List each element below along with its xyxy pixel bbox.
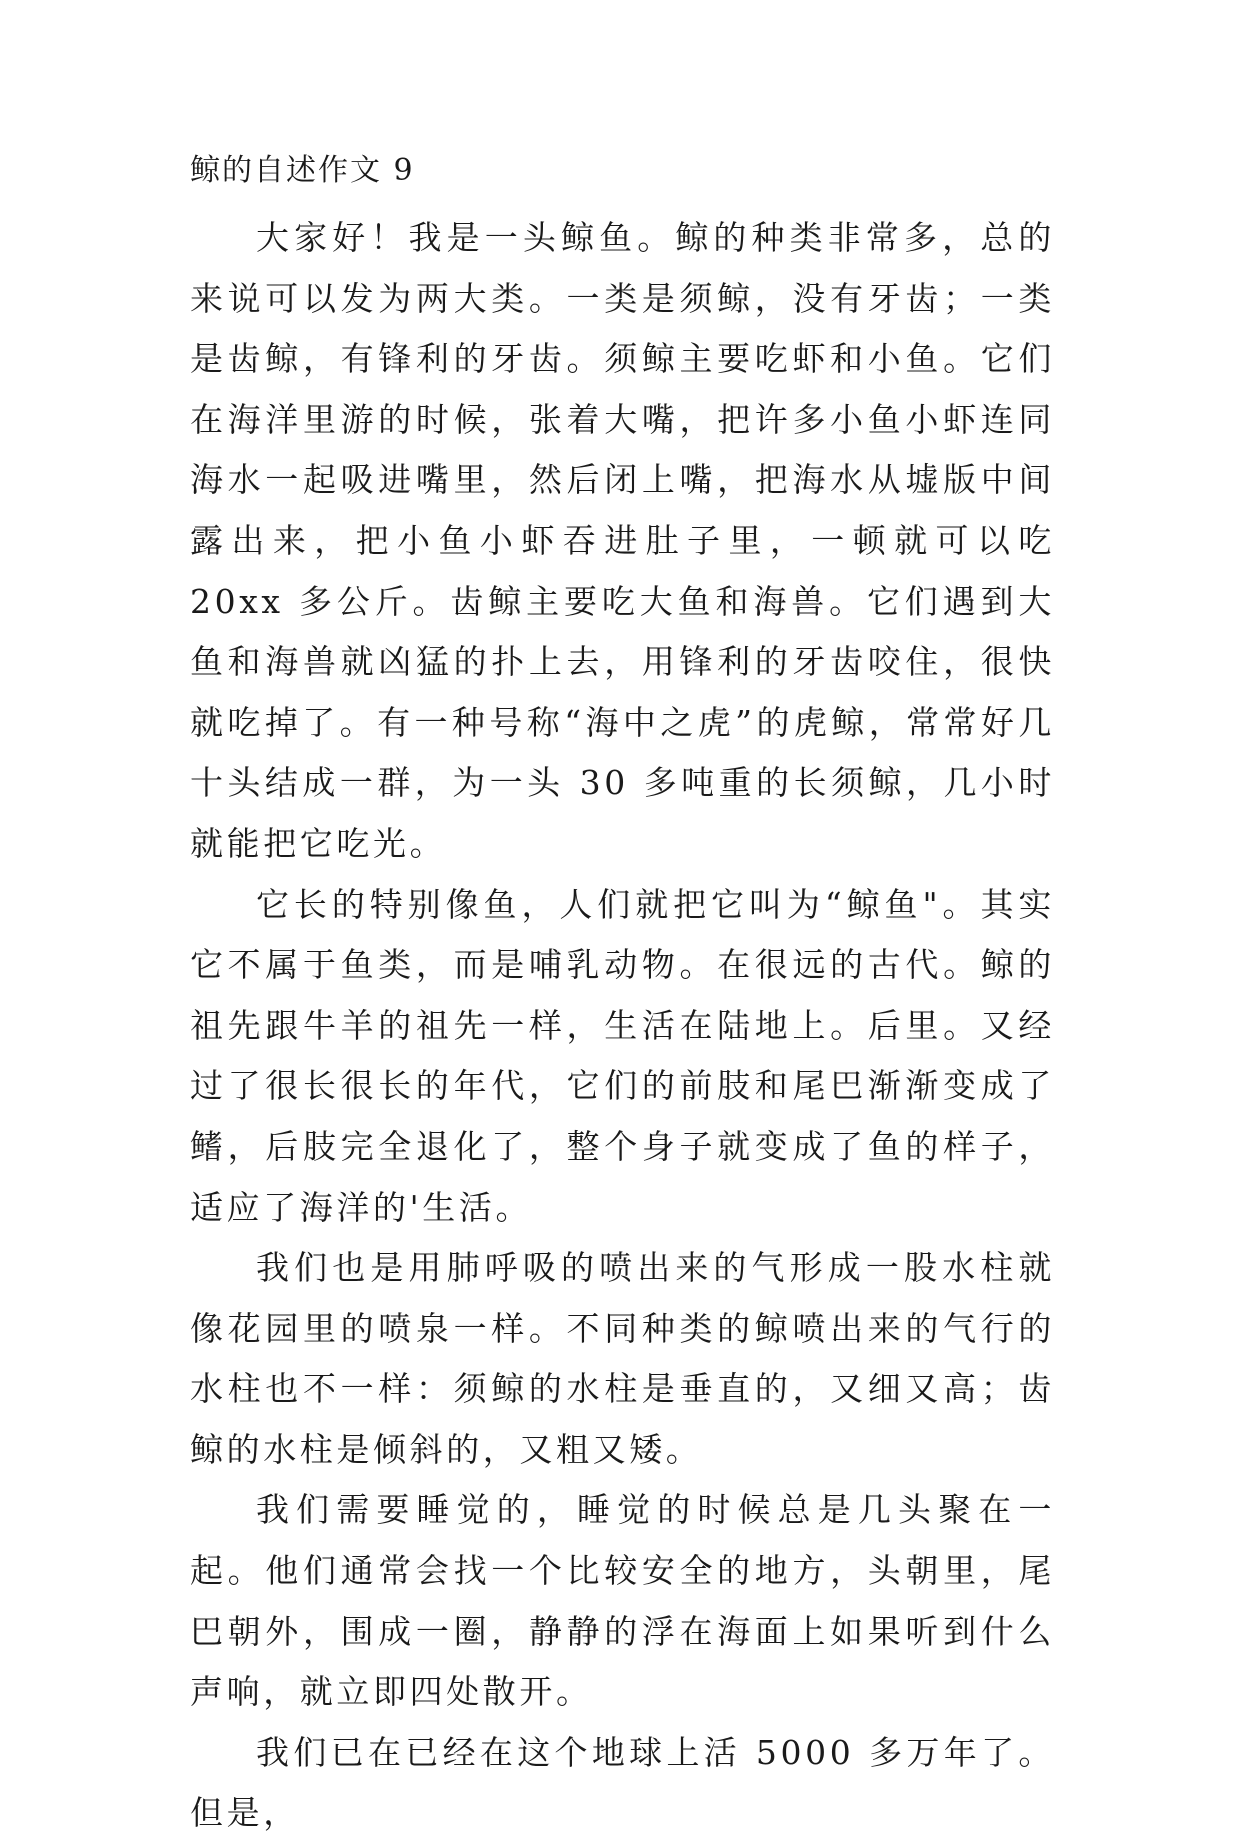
document-body bbox=[190, 150, 1055, 1844]
paragraph-4: 我们需要睡觉的，睡觉的时候总是几头聚在一起。他们通常会找一个比较安全的地方，头朝里，尾巴朝外，围成一圈，静静的浮在海面上如果听到什么声响，就立即四处散开。 bbox=[190, 1490, 1055, 1712]
paragraph-2: 它长的特别像鱼，人们就把它叫为“鲸鱼"。其实它不属于鱼类，而是哺乳动物。在很远的古代。鲸的祖先跟牛羊的祖先一样，生活在陆地上。后里。又经过了很长很长的年代，它们的前肢和尾巴渐渐变成了鳍，后肢完全退化了，整个身子就变成了鱼的样子，适应了海洋的'生活。 bbox=[190, 884, 1055, 1227]
paragraph-5: 我们已在已经在这个地球上活 5000 多万年了。但是， bbox=[190, 1732, 1055, 1833]
paragraph-3: 我们也是用肺呼吸的喷出来的气形成一股水柱就像花园里的喷泉一样。不同种类的鲸喷出来的气行的水柱也不一样：须鲸的水柱是垂直的，又细又高；齿鲸的水柱是倾斜的，又粗又矮。 bbox=[190, 1248, 1055, 1469]
document-title: 鲸的自述作文 9 bbox=[190, 153, 415, 188]
paragraph-1: 大家好！我是一头鲸鱼。鲸的种类非常多，总的来说可以发为两大类。一类是须鲸，没有牙齿；一类是齿鲸，有锋利的牙齿。须鲸主要吃虾和小鱼。它们在海洋里游的时候，张着大嘴，把许多小鱼小虾连同海水一起吸进嘴里，然后闭上嘴，把海水从墟版中间露出来，把小鱼小虾吞进肚子里，一顿就可以吃 20xx 多公斤。齿鲸主要吃大鱼和海兽。它们遇到大鱼和海兽就凶猛的扑上去，用锋利的牙齿咬住，很快就吃掉了。有一种号称“海中之虎”的虎鲸，常常好几十头结成一群，为一头 30 多吨重的长须鲸，几小时就能把它吃光。 bbox=[190, 218, 1055, 863]
